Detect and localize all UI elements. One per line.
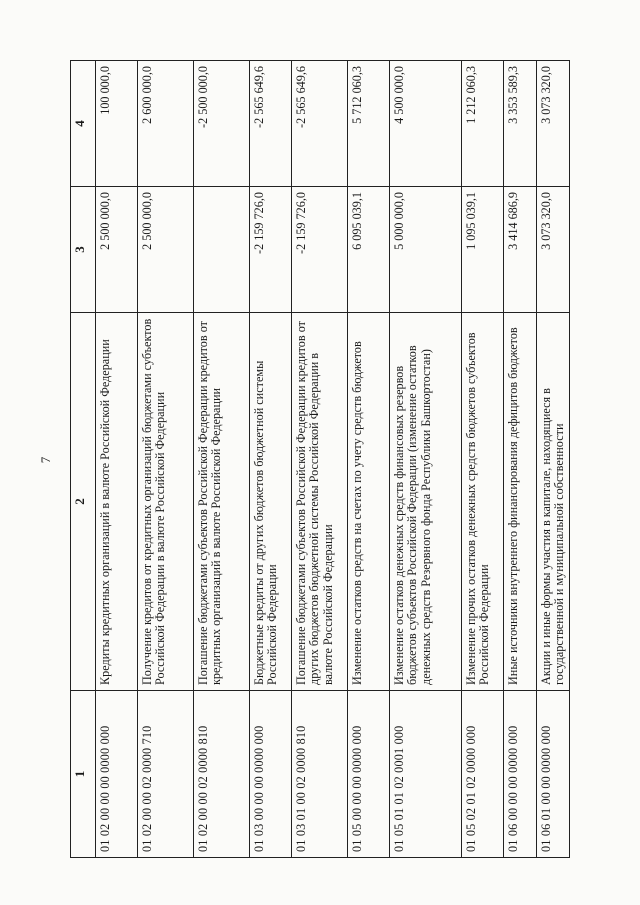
column-header-4: 4	[71, 61, 96, 187]
value-col4-cell: 5 712 060,3	[348, 61, 390, 187]
value-col4-cell: 4 500 000,0	[390, 61, 462, 187]
table-row	[138, 61, 194, 858]
value-col4-cell: 3 353 589,3	[504, 61, 537, 187]
value-col3-cell: -2 159 726,0	[292, 187, 348, 313]
value-col4-cell: -2 500 000,0	[194, 61, 250, 187]
name-cell: Изменение остатков средств на счетах по учету средств бюджетов	[348, 313, 390, 691]
table-row	[504, 61, 537, 858]
financing-sources-table	[70, 60, 570, 858]
value-col3-cell: 3 073 320,0	[537, 187, 570, 313]
code-cell: 01 05 01 01 02 0001 000	[390, 691, 462, 858]
table-row	[537, 61, 570, 858]
rotated-page-area	[70, 61, 567, 858]
code-cell: 01 06 01 00 00 0000 000	[537, 691, 570, 858]
column-header-1: 1	[71, 691, 96, 858]
table-row	[250, 61, 292, 858]
value-col4-cell: 2 600 000,0	[138, 61, 194, 187]
name-cell: Бюджетные кредиты от других бюджетов бюджетной системы Российской Федерации	[250, 313, 292, 691]
value-col4-cell: 100 000,0	[96, 61, 138, 187]
code-cell: 01 05 02 01 02 0000 000	[462, 691, 504, 858]
header-row	[71, 61, 96, 858]
code-cell: 01 02 00 00 02 0000 710	[138, 691, 194, 858]
value-col4-cell: 3 073 320,0	[537, 61, 570, 187]
value-col3-cell: 2 500 000,0	[138, 187, 194, 313]
column-header-2: 2	[71, 313, 96, 691]
code-cell: 01 06 00 00 00 0000 000	[504, 691, 537, 858]
value-col3-cell: 5 000 000,0	[390, 187, 462, 313]
value-col4-cell: -2 565 649,6	[292, 61, 348, 187]
value-col3-cell: 2 500 000,0	[96, 187, 138, 313]
value-col3-cell: -2 159 726,0	[250, 187, 292, 313]
code-cell: 01 02 00 00 02 0000 810	[194, 691, 250, 858]
name-cell: Кредиты кредитных организаций в валюте Российской Федерации	[96, 313, 138, 691]
table-wrapper	[70, 61, 567, 858]
name-cell: Акции и иные формы участия в капитале, находящиеся в государственной и муниципальной собственности	[537, 313, 570, 691]
value-col3-cell: 1 095 039,1	[462, 187, 504, 313]
table-row	[348, 61, 390, 858]
table-row	[390, 61, 462, 858]
name-cell: Получение кредитов от кредитных организаций бюджетами субъектов Российской Федерации в валюте Российской Федерации	[138, 313, 194, 691]
column-header-3: 3	[71, 187, 96, 313]
code-cell: 01 03 01 00 02 0000 810	[292, 691, 348, 858]
code-cell: 01 05 00 00 00 0000 000	[348, 691, 390, 858]
table-body	[96, 61, 570, 858]
name-cell: Погашение бюджетами субъектов Российской Федерации кредитов от других бюджетов бюджетной системы Российской Федерации в валюте Российской Федерации	[292, 313, 348, 691]
code-cell: 01 03 00 00 00 0000 000	[250, 691, 292, 858]
value-col3-cell: 3 414 686,9	[504, 187, 537, 313]
value-col4-cell: 1 212 060,3	[462, 61, 504, 187]
code-cell: 01 02 00 00 00 0000 000	[96, 691, 138, 858]
table-row	[292, 61, 348, 858]
page-number: 7	[38, 456, 53, 464]
name-cell: Погашение бюджетами субъектов Российской Федерации кредитов от кредитных организаций в валюте Российской Федерации	[194, 313, 250, 691]
table-row	[462, 61, 504, 858]
value-col4-cell: -2 565 649,6	[250, 61, 292, 187]
name-cell: Иные источники внутреннего финансирования дефицитов бюджетов	[504, 313, 537, 691]
value-col3-cell: 6 095 039,1	[348, 187, 390, 313]
table-row	[194, 61, 250, 858]
name-cell: Изменение прочих остатков денежных средств бюджетов субъектов Российской Федерации	[462, 313, 504, 691]
value-col3-cell	[194, 187, 250, 313]
table-row	[96, 61, 138, 858]
name-cell: Изменение остатков денежных средств финансовых резервов бюджетов субъектов Российской Федерации (изменение остатков денежных средств Резервного фонда Республики Башкортостан)	[390, 313, 462, 691]
